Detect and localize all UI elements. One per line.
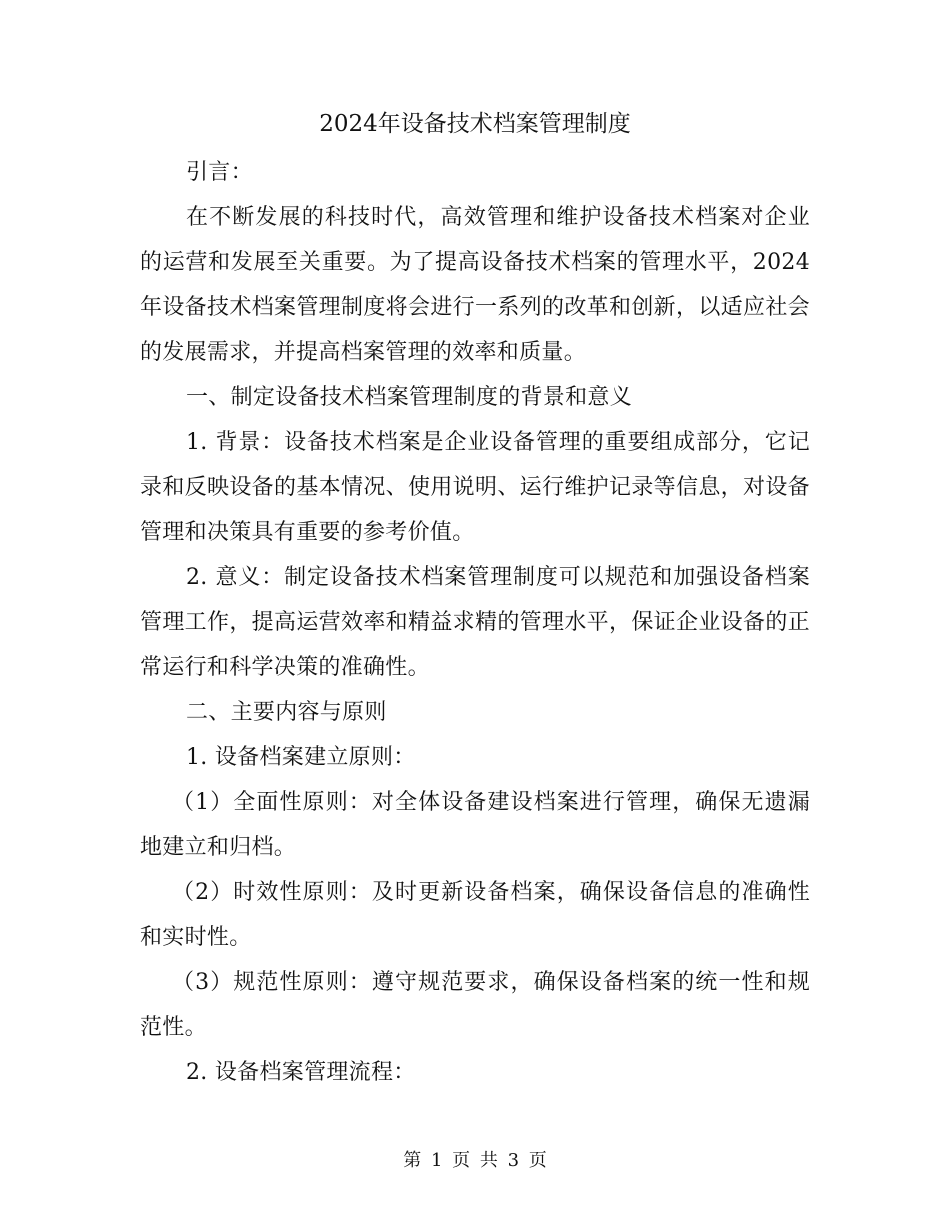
document-title: 2024年设备技术档案管理制度	[319, 111, 631, 137]
paragraph-background: 1. 背景：设备技术档案是企业设备管理的重要组成部分，它记录和反映设备的基本情况、使用说明、运行维护记录等信息，对设备管理和决策具有重要的参考价值。	[140, 430, 810, 545]
section-heading-1: 一、制定设备技术档案管理制度的背景和意义	[186, 385, 633, 410]
subsection-heading-process: 2. 设备档案管理流程：	[186, 1060, 416, 1085]
principle-comprehensive: （1）全面性原则：对全体设备建设档案进行管理，确保无遗漏地建立和归档。	[140, 790, 810, 860]
document-body	[140, 150, 810, 1095]
paragraph-intro-text: 在不断发展的科技时代，高效管理和维护设备技术档案对企业的运营和发展至关重要。为了提高设备技术档案的管理水平，2024年设备技术档案管理制度将会进行一系列的改革和创新，以适应社会的发展需求，并提高档案管理的效率和质量。	[140, 205, 810, 365]
paragraph-intro-label: 引言：	[186, 160, 253, 185]
subsection-heading-establishment: 1. 设备档案建立原则：	[186, 745, 416, 770]
paragraph-significance: 2. 意义：制定设备技术档案管理制度可以规范和加强设备档案管理工作，提高运营效率和精益求精的管理水平，保证企业设备的正常运行和科学决策的准确性。	[140, 565, 810, 680]
principle-standardization: （3）规范性原则：遵守规范要求，确保设备档案的统一性和规范性。	[140, 970, 810, 1040]
page-number-footer: 第 1 页 共 3 页	[403, 1150, 547, 1171]
principle-timeliness: （2）时效性原则：及时更新设备档案，确保设备信息的准确性和实时性。	[140, 880, 810, 950]
section-heading-2: 二、主要内容与原则	[186, 700, 387, 725]
